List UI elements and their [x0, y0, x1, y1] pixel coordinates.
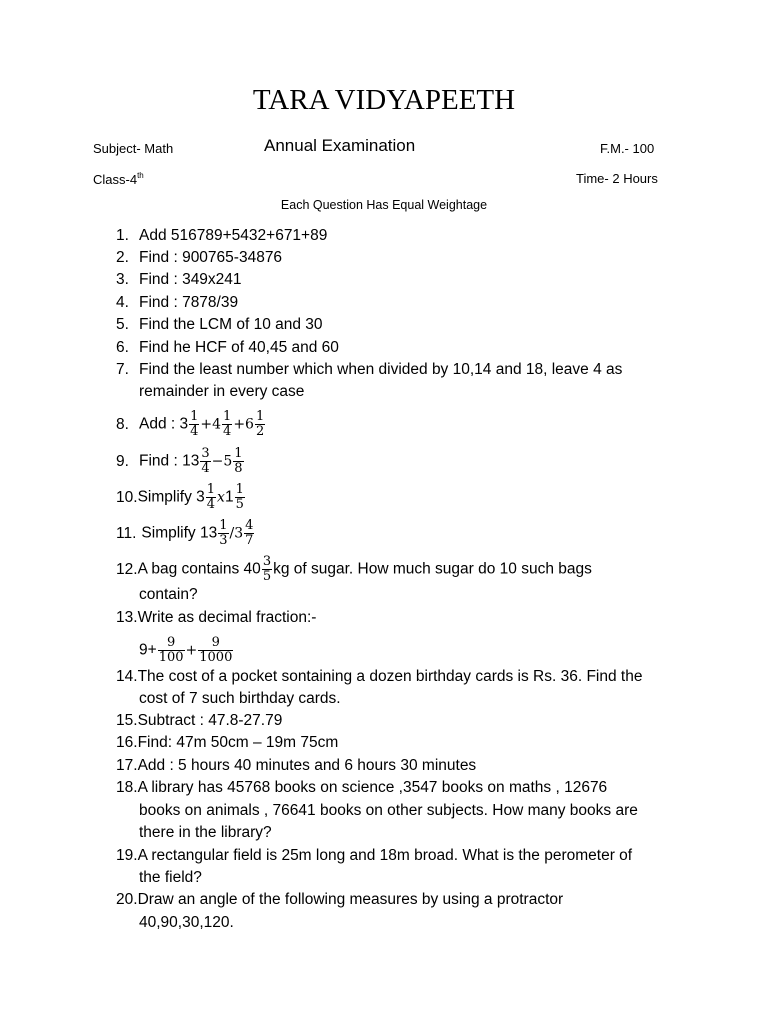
question-number: 6. — [116, 339, 129, 356]
question-number: 19. — [116, 847, 138, 864]
question-number: 7. — [116, 361, 129, 378]
fraction — [244, 519, 254, 548]
question-7 — [116, 359, 622, 381]
numerator: 1 — [235, 482, 244, 497]
question-lead: A bag contains 40 — [137, 560, 261, 578]
question-16 — [116, 732, 338, 754]
question-lead: Simplify 3 — [137, 488, 205, 506]
fraction — [189, 410, 199, 439]
question-number: 10. — [116, 488, 138, 506]
denominator: 3 — [219, 533, 228, 548]
fraction — [158, 636, 185, 665]
question-number: 8. — [116, 415, 129, 433]
question-15 — [116, 710, 282, 732]
question-number: 17. — [116, 757, 138, 774]
question-18-continuation: books on animals , 76641 books on other subjects. How many books are — [139, 802, 638, 819]
expression-lead: 9+ — [139, 641, 157, 659]
fraction — [222, 410, 232, 439]
fraction — [200, 447, 210, 476]
numerator: 3 — [262, 554, 272, 569]
numerator: 1 — [219, 518, 228, 533]
question-9 — [116, 447, 245, 476]
class-label — [93, 171, 144, 187]
question-number: 12. — [116, 560, 138, 578]
operator: x — [217, 489, 225, 506]
numerator: 1 — [190, 409, 199, 424]
question-text: Find : 7878/39 — [139, 294, 239, 311]
question-text: Add 516789+5432+671+89 — [139, 227, 328, 244]
question-8 — [116, 410, 266, 439]
question-number: 20. — [116, 891, 138, 908]
denominator: 2 — [255, 424, 265, 439]
exam-title: Annual Examination — [264, 136, 416, 155]
subject-label: Subject- Math — [93, 141, 174, 156]
question-14 — [116, 666, 642, 688]
class-base: Class-4 — [93, 172, 138, 187]
question-5 — [116, 314, 323, 336]
question-13 — [116, 607, 316, 629]
numerator: 1 — [223, 409, 232, 424]
question-number: 13. — [116, 609, 138, 626]
question-number: 3. — [116, 271, 129, 288]
numerator: 1 — [234, 446, 243, 461]
numerator: 1 — [255, 409, 265, 424]
question-number: 14. — [116, 668, 138, 685]
question-number: 1. — [116, 227, 129, 244]
time-label: Time- 2 Hours — [576, 171, 658, 186]
question-text: kg of sugar. How much sugar do 10 such bags — [273, 560, 592, 578]
fraction — [262, 555, 272, 584]
question-text: Find: 47m 50cm – 19m 75cm — [137, 734, 339, 751]
question-text: The cost of a pocket sontaining a dozen birthday cards is Rs. 36. Find the — [137, 668, 643, 685]
question-text: Find the least number which when divided by 10,14 and 18, leave 4 as — [139, 361, 623, 378]
denominator: 7 — [245, 533, 254, 548]
question-10 — [116, 483, 246, 512]
operator: +4 — [200, 416, 222, 433]
question-lead: Find : 13 — [139, 452, 200, 470]
numerator: 1 — [206, 482, 216, 497]
question-number: 16. — [116, 734, 138, 751]
numerator: 3 — [201, 446, 210, 461]
question-text: Subtract : 47.8-27.79 — [137, 712, 283, 729]
numerator: 9 — [198, 636, 233, 651]
question-number: 4. — [116, 294, 129, 311]
question-7-continuation: remainder in every case — [139, 383, 305, 400]
denominator: 100 — [158, 650, 184, 665]
question-1 — [116, 225, 327, 247]
question-20 — [116, 889, 563, 911]
question-20-continuation: 40,90,30,120. — [139, 914, 234, 931]
denominator: 4 — [201, 461, 210, 476]
question-text: Find the LCM of 10 and 30 — [139, 316, 323, 333]
question-text: Write as decimal fraction:- — [137, 609, 317, 626]
question-number: 2. — [116, 249, 129, 266]
weightage-note: Each Question Has Equal Weightage — [280, 198, 488, 212]
denominator: 8 — [234, 461, 243, 476]
fraction — [206, 483, 216, 512]
question-text: Find he HCF of 40,45 and 60 — [139, 339, 339, 356]
fraction — [198, 636, 233, 665]
question-number: 5. — [116, 316, 129, 333]
question-text: A library has 45768 books on science ,3547 books on maths , 12676 — [137, 779, 608, 796]
question-number: 11. — [116, 524, 137, 542]
question-19-continuation: the field? — [139, 869, 202, 886]
whole-part: 1 — [224, 488, 234, 506]
question-text: A rectangular field is 25m long and 18m broad. What is the perometer of — [137, 847, 633, 864]
question-11 — [116, 519, 255, 548]
question-lead: Add : 3 — [139, 415, 189, 433]
operator: +6 — [233, 416, 254, 433]
question-4 — [116, 292, 238, 314]
question-text: Draw an angle of the following measures by using a protractor — [137, 891, 564, 908]
question-18-continuation: there in the library? — [139, 824, 272, 841]
operator: + — [185, 642, 198, 659]
numerator: 4 — [245, 518, 254, 533]
fraction — [233, 447, 243, 476]
question-number: 15. — [116, 712, 138, 729]
question-3 — [116, 269, 242, 291]
denominator: 4 — [223, 424, 232, 439]
fraction — [255, 410, 265, 439]
question-text: Find : 900765-34876 — [139, 249, 283, 266]
operator: /3 — [229, 525, 244, 542]
fraction — [218, 519, 228, 548]
question-text: Add : 5 hours 40 minutes and 6 hours 30 minutes — [137, 757, 477, 774]
question-18 — [116, 777, 607, 799]
question-text: Find : 349x241 — [139, 271, 242, 288]
question-number: 18. — [116, 779, 138, 796]
operator: −5 — [211, 453, 233, 470]
question-19 — [116, 845, 632, 867]
denominator: 4 — [206, 497, 216, 512]
denominator: 5 — [262, 569, 272, 584]
numerator: 9 — [158, 636, 185, 651]
full-marks: F.M.- 100 — [600, 141, 655, 156]
question-6 — [116, 337, 339, 359]
question-14-continuation: cost of 7 such birthday cards. — [139, 690, 341, 707]
question-lead: Simplify 13 — [141, 524, 218, 542]
question-2 — [116, 247, 282, 269]
question-13-expression — [139, 636, 234, 665]
denominator: 1000 — [199, 650, 233, 665]
fraction — [235, 483, 245, 512]
denominator: 4 — [190, 424, 199, 439]
school-name: TARA VIDYAPEETH — [252, 84, 516, 116]
class-sup: th — [137, 171, 144, 180]
question-12-continuation: contain? — [139, 586, 198, 603]
question-number: 9. — [116, 452, 129, 470]
denominator: 5 — [235, 497, 244, 512]
question-17 — [116, 755, 476, 777]
question-12 — [116, 555, 592, 584]
